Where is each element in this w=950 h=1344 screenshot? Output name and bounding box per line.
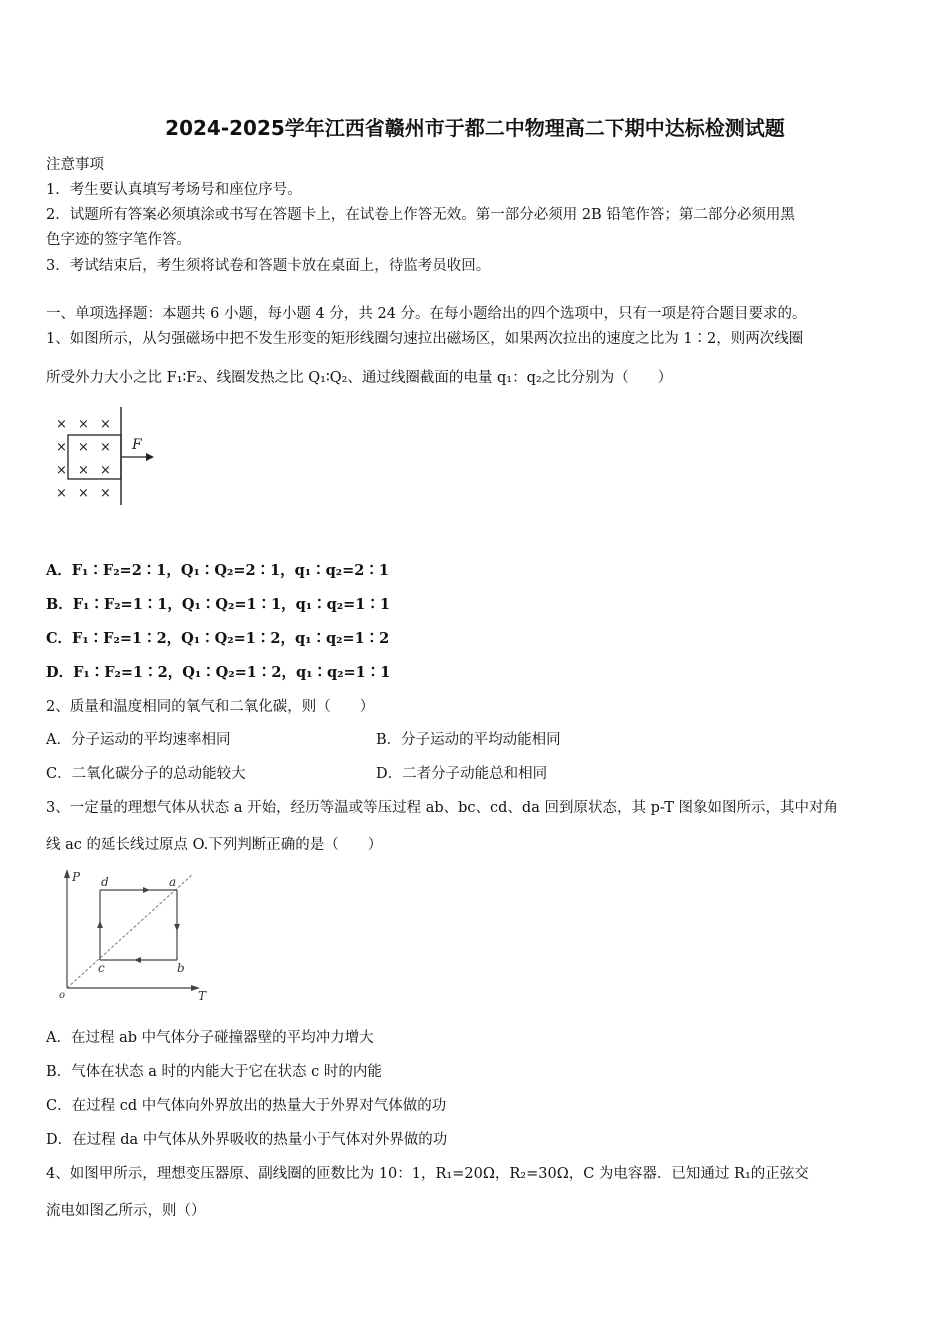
q4-stem-line1: 4、如图甲所示，理想变压器原、副线圈的匝数比为 10：1，R₁=20Ω，R₂=30Ω，C 为电容器．已知通过 R₁的正弦交 xyxy=(46,1166,809,1182)
p-label: P xyxy=(72,870,81,884)
magnetic-field-diagram xyxy=(48,405,158,507)
state-a-label: a xyxy=(169,875,177,889)
q1-option-b: B．F₁∶F₂=1∶1，Q₁∶Q₂=1∶1，q₁∶q₂=1∶1 xyxy=(46,596,390,613)
coil-rect xyxy=(68,435,121,479)
q3-stem-line1: 3、一定量的理想气体从状态 a 开始，经历等温或等压过程 ab、bc、cd、da 回到原状态，其 p-T 图象如图所示，其中对角 xyxy=(46,800,839,816)
q3-option-b: B．气体在状态 a 时的内能大于它在状态 c 时的内能 xyxy=(46,1064,382,1080)
field-mark: × xyxy=(56,417,67,432)
section-heading: 一、单项选择题：本题共 6 小题，每小题 4 分，共 24 分。在每小题给出的四个选项中，只有一项是符合题目要求的。 xyxy=(46,306,807,322)
notice-item-1: 1．考生要认真填写考场号和座位序号。 xyxy=(46,182,302,198)
t-label: T xyxy=(198,989,207,1003)
arrow-da xyxy=(143,887,150,893)
field-mark: × xyxy=(100,417,111,432)
field-mark: × xyxy=(56,440,67,455)
field-mark: × xyxy=(100,463,111,478)
field-mark: × xyxy=(100,486,111,501)
notice-item-2-cont: 色字迹的签字笔作答。 xyxy=(46,232,191,248)
q2-option-c: C．二氧化碳分子的总动能较大 xyxy=(46,766,246,782)
q3-stem-line2: 线 ac 的延长线过原点 O.下列判断正确的是（ ） xyxy=(46,837,383,853)
p-axis-arrow xyxy=(64,869,70,878)
q1-stem-line1: 1、如图所示，从匀强磁场中把不发生形变的矩形线圈匀速拉出磁场区，如果两次拉出的速度之比为 1∶2，则两次线圈 xyxy=(46,331,804,347)
field-mark: × xyxy=(78,486,89,501)
diagonal-line xyxy=(67,874,193,988)
q2-option-d: D．二者分子动能总和相同 xyxy=(376,766,548,782)
q3-option-c: C．在过程 cd 中气体向外界放出的热量大于外界对气体做的功 xyxy=(46,1098,447,1114)
q2-options-row1 xyxy=(46,728,561,749)
field-mark: × xyxy=(78,417,89,432)
field-mark: × xyxy=(56,486,67,501)
pt-diagram xyxy=(55,866,215,1004)
arrow-bc xyxy=(134,957,141,963)
field-mark: × xyxy=(78,440,89,455)
field-mark: × xyxy=(78,463,89,478)
q1-option-c: C．F₁∶F₂=1∶2，Q₁∶Q₂=1∶2，q₁∶q₂=1∶2 xyxy=(46,630,390,647)
q2-option-a: A．分子运动的平均速率相同 xyxy=(46,732,231,748)
notice-item-2: 2．试题所有答案必须填涂或书写在答题卡上，在试卷上作答无效。第一部分必须用 2B 铅笔作答；第二部分必须用黑 xyxy=(46,207,795,223)
state-c-label: c xyxy=(98,961,105,975)
q1-figure xyxy=(48,405,158,507)
notice-heading: 注意事项 xyxy=(46,157,104,173)
q2-option-b: B．分子运动的平均动能相同 xyxy=(376,732,561,748)
q2-stem: 2、质量和温度相同的氧气和二氧化碳，则（ ） xyxy=(46,699,375,715)
q2-options-row2 xyxy=(46,762,548,783)
field-mark: × xyxy=(56,463,67,478)
state-b-label: b xyxy=(177,961,185,975)
q3-option-d: D．在过程 da 中气体从外界吸收的热量小于气体对外界做的功 xyxy=(46,1132,448,1148)
q1-stem-line2: 所受外力大小之比 F₁∶F₂、线圈发热之比 Q₁∶Q₂、通过线圈截面的电量 q₁：q₂之比分别为（ ） xyxy=(46,370,673,386)
page-title: 2024-2025学年江西省赣州市于都二中物理高二下期中达标检测试题 xyxy=(165,116,785,140)
q3-figure xyxy=(55,866,215,1004)
q1-option-d: D．F₁∶F₂=1∶2，Q₁∶Q₂=1∶2，q₁∶q₂=1∶1 xyxy=(46,664,391,681)
field-mark: × xyxy=(100,440,111,455)
q4-stem-line2: 流电如图乙所示，则（） xyxy=(46,1203,206,1219)
q1-option-a: A．F₁∶F₂=2∶1，Q₁∶Q₂=2∶1，q₁∶q₂=2∶1 xyxy=(46,562,389,579)
q3-option-a: A．在过程 ab 中气体分子碰撞器壁的平均冲力增大 xyxy=(46,1030,374,1046)
force-label: F xyxy=(132,437,142,453)
arrow-cd xyxy=(97,921,103,928)
arrow-head xyxy=(146,453,154,461)
origin-label: o xyxy=(59,990,66,1001)
state-d-label: d xyxy=(101,875,109,889)
notice-item-3: 3．考试结束后，考生须将试卷和答题卡放在桌面上，待监考员收回。 xyxy=(46,258,491,274)
arrow-ab xyxy=(174,924,180,931)
